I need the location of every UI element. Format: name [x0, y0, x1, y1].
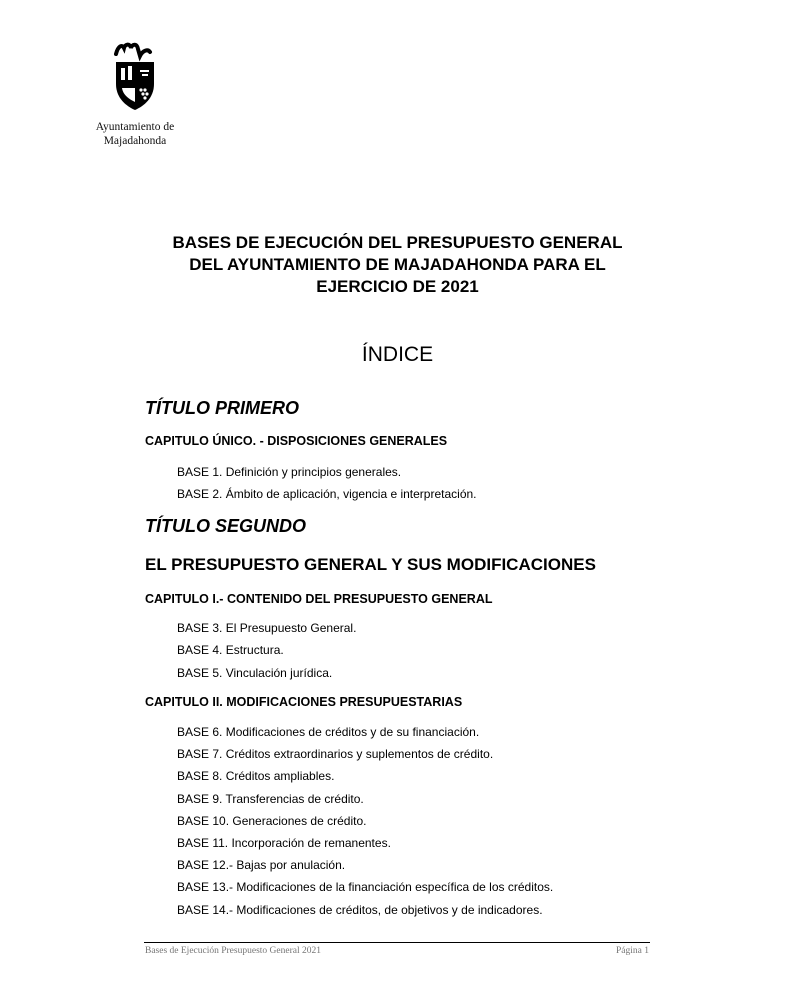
presupuesto-section-heading: EL PRESUPUESTO GENERAL Y SUS MODIFICACIONES [145, 555, 596, 574]
chapter-unico-heading: CAPITULO ÚNICO. - DISPOSICIONES GENERALES [145, 434, 448, 448]
toc-entry-base-9: BASE 9. Transferencias de crédito. [177, 792, 364, 806]
toc-entry-base-12: BASE 12.- Bajas por anulación. [177, 858, 346, 872]
document-title-line2: DEL AYUNTAMIENTO DE MAJADAHONDA PARA EL [189, 255, 606, 274]
toc-entry-base-6: BASE 6. Modificaciones de créditos y de su financiación. [177, 725, 480, 739]
footer-document-name: Bases de Ejecución Presupuesto General 2021 [145, 946, 321, 956]
toc-entry-base-2: BASE 2. Ámbito de aplicación, vigencia e interpretación. [177, 487, 477, 501]
toc-entry-base-3: BASE 3. El Presupuesto General. [177, 621, 357, 635]
toc-entry-base-10: BASE 10. Generaciones de crédito. [177, 814, 367, 828]
toc-entry-base-5: BASE 5. Vinculación jurídica. [177, 666, 333, 680]
municipal-coat-of-arms-icon [110, 40, 160, 114]
chapter-2-heading: CAPITULO II. MODIFICACIONES PRESUPUESTARIAS [145, 695, 463, 709]
footer-page-number: Página 1 [616, 946, 649, 956]
toc-entry-base-7: BASE 7. Créditos extraordinarios y suplementos de crédito. [177, 747, 494, 761]
toc-entry-base-14: BASE 14.- Modificaciones de créditos, de objetivos y de indicadores. [177, 903, 543, 917]
header-logo-block [80, 40, 190, 148]
toc-entry-base-8: BASE 8. Créditos ampliables. [177, 769, 335, 783]
toc-entry-base-13: BASE 13.- Modificaciones de la financiación específica de los créditos. [177, 880, 554, 894]
index-heading: ÍNDICE [361, 343, 434, 366]
titulo-primero-heading: TÍTULO PRIMERO [145, 398, 299, 418]
organization-name-line2: Majadahonda [103, 135, 167, 147]
document-title [145, 232, 650, 298]
toc-entry-base-1: BASE 1. Definición y principios generales. [177, 465, 402, 479]
titulo-segundo-heading: TÍTULO SEGUNDO [145, 516, 306, 536]
organization-name-line1: Ayuntamiento de [95, 121, 175, 133]
document-title-line3: EJERCICIO DE 2021 [316, 277, 479, 296]
chapter-1-heading: CAPITULO I.- CONTENIDO DEL PRESUPUESTO GENERAL [145, 592, 493, 606]
document-title-line1: BASES DE EJECUCIÓN DEL PRESUPUESTO GENERAL [172, 233, 623, 252]
footer-divider [144, 942, 650, 943]
toc-entry-base-11: BASE 11. Incorporación de remanentes. [177, 836, 391, 850]
toc-entry-base-4: BASE 4. Estructura. [177, 643, 284, 657]
